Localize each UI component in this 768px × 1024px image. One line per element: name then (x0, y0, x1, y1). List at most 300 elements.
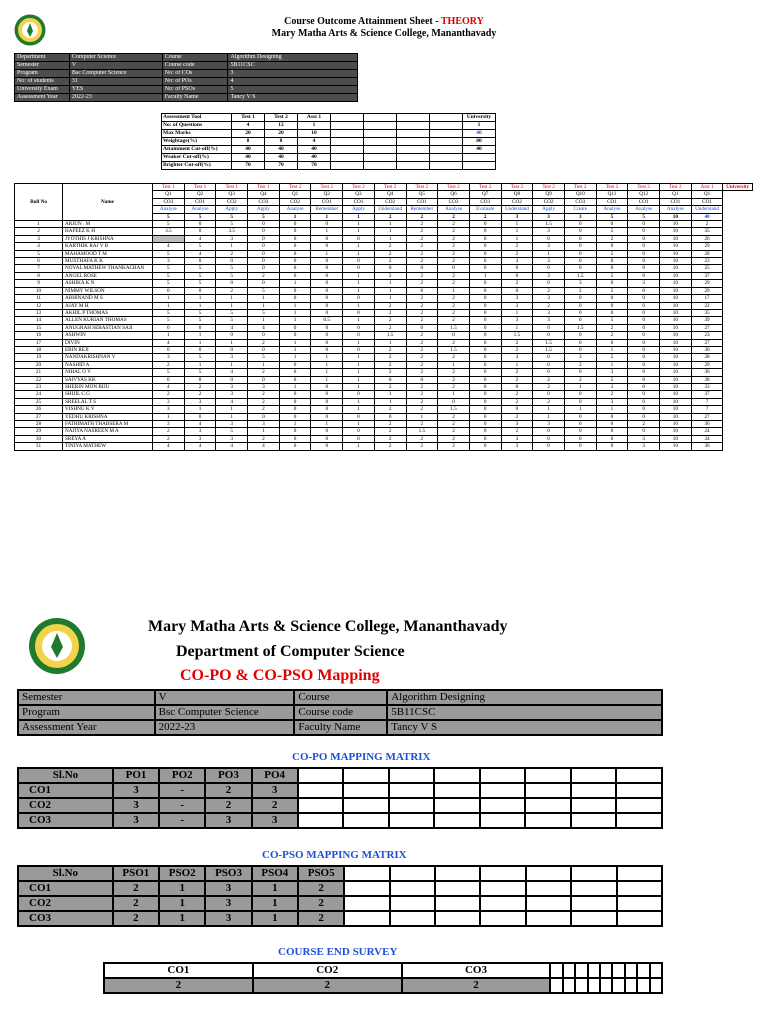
info-label: Course code (294, 705, 387, 720)
mark-cell: 2 (406, 317, 438, 324)
roll-no: 13 (15, 309, 63, 316)
mark-cell: 5 (216, 272, 248, 279)
mark-cell: 23 (691, 332, 723, 339)
student-row (15, 265, 753, 272)
mark-cell: 3 (596, 383, 628, 390)
mark-cell: 1 (501, 235, 533, 242)
mark-cell: 0 (628, 228, 660, 235)
mark-cell: 2 (153, 361, 185, 368)
info-label: Program (18, 705, 155, 720)
info-value: V (69, 62, 162, 70)
mark-cell: 0 (628, 428, 660, 435)
mark-cell: 0 (596, 258, 628, 265)
matrix-value (434, 783, 480, 798)
info-value: 2022-23 (69, 94, 162, 102)
mark-cell: 1 (596, 406, 628, 413)
mark-cell: 2 (374, 383, 406, 390)
mark-cell: 3 (533, 258, 565, 265)
survey-header-cell (563, 963, 575, 978)
matrix-value: 2 (252, 798, 298, 813)
student-row (15, 309, 753, 316)
mark-cell: 0 (469, 369, 501, 376)
mark-cell: 0 (469, 354, 501, 361)
info-label: Assessment Year (18, 720, 155, 735)
info-value: Algorithm Designing (228, 54, 358, 62)
mark-cell: 0 (216, 346, 248, 353)
mark-cell: 1 (374, 391, 406, 398)
matrix-value (480, 911, 525, 926)
mark-cell: 28 (691, 250, 723, 257)
mark-cell: 0 (564, 398, 596, 405)
mark-cell: 2 (374, 302, 406, 309)
assessment-cell: 70 (232, 162, 265, 170)
mark-cell: 1 (184, 406, 216, 413)
student-row (15, 272, 753, 279)
mark-cell: 0 (311, 258, 343, 265)
mark-cell: 1 (343, 354, 375, 361)
mark-cell: 34 (691, 435, 723, 442)
mark-cell: 2 (406, 346, 438, 353)
test-label: Test 2 (406, 184, 438, 191)
matrix-header-cell: PO4 (252, 768, 298, 783)
assessment-cell (430, 146, 463, 154)
mark-cell: 5 (184, 272, 216, 279)
mark-cell: 2 (374, 443, 406, 450)
mark-cell: 1 (374, 339, 406, 346)
mark-cell: 2 (406, 354, 438, 361)
assessment-cell: 4 (298, 138, 331, 146)
mark-cell: 0 (564, 435, 596, 442)
mark-cell: 2 (564, 287, 596, 294)
student-name: AKHIL P THOMAS (63, 309, 153, 316)
question-label: Q1 (153, 191, 185, 198)
mark-cell: 1.5 (533, 339, 565, 346)
roll-no: 25 (15, 398, 63, 405)
mark-cell: 1 (343, 243, 375, 250)
mark-cell: 4 (153, 243, 185, 250)
info-label: Faculty Name (294, 720, 387, 735)
mark-cell: 5 (184, 265, 216, 272)
roll-no: 16 (15, 332, 63, 339)
survey-header-cell: CO1 (104, 963, 253, 978)
roll-no: 26 (15, 406, 63, 413)
matrix-header-cell (435, 866, 480, 881)
roll-no: 23 (15, 383, 63, 390)
level-label: Understand (501, 206, 533, 213)
level-label: Create (564, 206, 596, 213)
mark-cell: 2 (438, 295, 470, 302)
assessment-header-cell: Test 1 (232, 114, 265, 122)
max-mark: 3 (564, 213, 596, 220)
mark-cell: 1 (153, 413, 185, 420)
matrix-header-cell: PSO4 (252, 866, 298, 881)
mark-cell: 0 (564, 346, 596, 353)
mark-cell: 0 (311, 265, 343, 272)
mark-cell: 2 (438, 302, 470, 309)
matrix-row (18, 813, 662, 828)
max-mark: 5 (596, 213, 628, 220)
matrix-value: - (159, 783, 205, 798)
assessment-cell (331, 138, 364, 146)
matrix-value (298, 783, 344, 798)
mapping-title: CO-PO & CO-PSO Mapping (180, 667, 380, 684)
matrix-value (617, 896, 663, 911)
mark-cell: 0 (469, 421, 501, 428)
mark-cell: 0 (564, 443, 596, 450)
mark-cell: 0 (596, 443, 628, 450)
roll-no: 30 (15, 435, 63, 442)
assessment-header-row (162, 114, 496, 122)
mark-cell: 0 (216, 280, 248, 287)
test-label: Test 2 (374, 184, 406, 191)
mark-cell: 3 (628, 435, 660, 442)
mark-cell: 1 (469, 272, 501, 279)
mark-cell: 0 (279, 413, 311, 420)
mark-cell: 1 (279, 317, 311, 324)
matrix-header-cell: PSO3 (205, 866, 251, 881)
mark-cell: 0 (596, 339, 628, 346)
level-label: Analyse (596, 206, 628, 213)
mark-cell: 3 (501, 435, 533, 442)
mark-cell: 1 (279, 346, 311, 353)
mark-cell: 0 (628, 258, 660, 265)
assessment-header-cell: Asst 1 (298, 114, 331, 122)
info-value: 5B11CSC (228, 62, 358, 70)
matrix-value (525, 798, 571, 813)
assessment-cell (430, 138, 463, 146)
student-name: TINIYA MATHEW (63, 443, 153, 450)
mark-cell: 1 (184, 302, 216, 309)
mark-cell: 0 (628, 265, 660, 272)
mark-cell: 2 (438, 369, 470, 376)
mark-cell: 3 (533, 228, 565, 235)
max-mark: 5 (628, 213, 660, 220)
mark-cell: 0 (153, 376, 185, 383)
mark-cell: 0 (628, 309, 660, 316)
mark-cell: 2 (501, 280, 533, 287)
mark-cell: 0 (564, 258, 596, 265)
assessment-cell (430, 122, 463, 130)
matrix-header-cell: PSO2 (159, 866, 205, 881)
mark-cell: 1 (184, 361, 216, 368)
co-pso-title: CO-PSO MAPPING MATRIX (262, 849, 407, 861)
co-label: CO1 (406, 198, 438, 205)
mark-cell: 5 (216, 221, 248, 228)
mark-cell: 2 (406, 406, 438, 413)
mark-cell: 0 (628, 324, 660, 331)
mark-cell: 2 (438, 376, 470, 383)
mark-cell: 0 (628, 287, 660, 294)
matrix-header-cell (616, 768, 662, 783)
mark-cell: 0 (248, 332, 280, 339)
assessment-header-cell (430, 114, 463, 122)
roll-no: 7 (15, 265, 63, 272)
assessment-cell: Attainment Cut-off(%) (162, 146, 232, 154)
mark-cell: 0 (564, 250, 596, 257)
assessment-cell: 8 (265, 138, 298, 146)
level-label: Apply (343, 206, 375, 213)
mark-cell: 0 (564, 339, 596, 346)
student-name: NASHID A (63, 361, 153, 368)
info-label: Faculty Name (162, 94, 228, 102)
mark-cell: 0 (469, 265, 501, 272)
mark-cell: 1 (311, 354, 343, 361)
mark-cell: 0 (469, 243, 501, 250)
mark-cell: 3 (533, 243, 565, 250)
mark-cell: 0 (469, 406, 501, 413)
survey-header-cell: CO2 (253, 963, 402, 978)
mark-cell: 7 (691, 398, 723, 405)
mark-cell: 5 (153, 221, 185, 228)
mark-cell: 36 (691, 369, 723, 376)
test-label: Test 2 (564, 184, 596, 191)
roll-no: 17 (15, 339, 63, 346)
mark-cell: 5 (596, 272, 628, 279)
mark-cell: 0 (184, 287, 216, 294)
test-label: Test 2 (469, 184, 501, 191)
student-row (15, 243, 753, 250)
mark-cell: 3 (501, 354, 533, 361)
matrix-value (298, 798, 344, 813)
level-label: Remember (406, 206, 438, 213)
student-name: EBIN REJI (63, 346, 153, 353)
mark-cell: 5 (184, 243, 216, 250)
mark-cell: 0 (374, 376, 406, 383)
matrix-value (480, 813, 526, 828)
mark-cell: 0 (628, 369, 660, 376)
mark-cell: 0 (469, 258, 501, 265)
mark-cell: 0 (184, 346, 216, 353)
mark-cell: 0 (406, 287, 438, 294)
mark-cell: 1 (374, 280, 406, 287)
mark-cell: 0 (564, 391, 596, 398)
mark-cell: 0 (596, 309, 628, 316)
mark-cell: 2 (596, 235, 628, 242)
mark-cell: 1.5 (564, 324, 596, 331)
matrix-value (525, 813, 571, 828)
matrix-value: 2 (113, 911, 159, 926)
mark-cell: 0 (343, 235, 375, 242)
info-label: Course (162, 54, 228, 62)
mark-cell: 1 (374, 398, 406, 405)
mark-cell: 4 (184, 421, 216, 428)
student-name: SHERIN MON BIJU (63, 383, 153, 390)
mark-cell: 3 (501, 443, 533, 450)
mark-cell: 2 (248, 272, 280, 279)
mark-cell: 2 (596, 391, 628, 398)
mark-cell: 0 (564, 265, 596, 272)
mark-cell: 0 (184, 228, 216, 235)
assessment-cell: 4 (232, 122, 265, 130)
mark-cell: 2 (406, 302, 438, 309)
mark-cell: 1 (533, 413, 565, 420)
mark-cell: 0 (343, 332, 375, 339)
assessment-cell (397, 146, 430, 154)
co-pso-matrix (17, 865, 663, 927)
mark-cell: 1 (153, 302, 185, 309)
matrix-header-cell: PO3 (205, 768, 251, 783)
test-label: Test 1 (216, 184, 248, 191)
mark-cell: 0 (469, 339, 501, 346)
assessment-row (162, 130, 496, 138)
student-name: ASHIKA K N (63, 280, 153, 287)
matrix-header-cell (390, 866, 435, 881)
mark-cell: 39 (691, 317, 723, 324)
student-name: ASHWIN (63, 332, 153, 339)
mark-cell: 0 (501, 265, 533, 272)
roll-no: 15 (15, 324, 63, 331)
matrix-header-cell: PO2 (159, 768, 205, 783)
mark-cell: 3.5 (216, 228, 248, 235)
mark-cell: 1 (343, 317, 375, 324)
student-row (15, 339, 753, 346)
mark-cell: 1 (311, 376, 343, 383)
assessment-cell: Max Marks (162, 130, 232, 138)
mark-cell: 2 (438, 243, 470, 250)
matrix-value: 3 (113, 813, 159, 828)
matrix-value (571, 881, 616, 896)
question-label: Q5 (406, 191, 438, 198)
mark-cell: 1 (501, 228, 533, 235)
mark-cell: 10 (660, 272, 692, 279)
level-label: Understand (374, 206, 406, 213)
mark-cell: 0 (279, 435, 311, 442)
student-name: NIHAL O V (63, 369, 153, 376)
mark-cell: 1 (248, 295, 280, 302)
question-label: Q4 (248, 191, 280, 198)
mark-cell: 1 (343, 398, 375, 405)
mark-cell: 5 (153, 250, 185, 257)
assessment-cell: 20 (265, 130, 298, 138)
survey-header-cell (575, 963, 587, 978)
matrix-value (390, 911, 435, 926)
mark-cell: 0 (279, 235, 311, 242)
matrix-value: 1 (252, 896, 298, 911)
question-label: Q6 (438, 191, 470, 198)
level-label: Analyse (438, 206, 470, 213)
assessment-row (162, 162, 496, 170)
mark-cell: 0 (279, 265, 311, 272)
mark-cell: 1 (279, 383, 311, 390)
survey-header-cell (637, 963, 649, 978)
mark-cell: 10 (660, 406, 692, 413)
level-label: Apply (248, 206, 280, 213)
course-info-table (14, 53, 358, 102)
mark-cell: 1 (153, 332, 185, 339)
mark-cell: 0 (628, 361, 660, 368)
mark-cell: 0 (533, 428, 565, 435)
mark-cell: 10 (660, 265, 692, 272)
mark-cell: 10 (660, 346, 692, 353)
mark-cell: 5 (216, 317, 248, 324)
mark-cell: 2 (438, 354, 470, 361)
mark-cell: 0 (248, 243, 280, 250)
mark-cell: 0 (343, 413, 375, 420)
matrix-value (480, 783, 526, 798)
assessment-header-cell: Test 2 (265, 114, 298, 122)
student-row (15, 295, 753, 302)
mark-cell: 5 (153, 317, 185, 324)
matrix-value (526, 881, 571, 896)
matrix-value: 1 (252, 911, 298, 926)
mark-cell: 2 (501, 413, 533, 420)
co-label: CO1 (343, 198, 375, 205)
mark-cell: 0 (564, 413, 596, 420)
mark-cell: 0 (564, 428, 596, 435)
mark-cell: 1 (279, 339, 311, 346)
info-row (15, 94, 358, 102)
mark-cell: 1.5 (533, 346, 565, 353)
mark-cell: 10 (660, 287, 692, 294)
mark-cell: 4 (153, 443, 185, 450)
mark-cell: 0 (469, 250, 501, 257)
mark-cell: 10 (660, 302, 692, 309)
mark-cell: 4 (153, 339, 185, 346)
matrix-value (526, 896, 571, 911)
mark-cell: 1 (374, 221, 406, 228)
student-row (15, 354, 753, 361)
mark-cell: 5 (216, 309, 248, 316)
mark-cell: 0 (501, 383, 533, 390)
mark-cell: 3 (216, 235, 248, 242)
test-label: Test 2 (311, 184, 343, 191)
test-label: Test 2 (533, 184, 565, 191)
mark-cell: 1 (311, 369, 343, 376)
mark-cell: 0 (311, 398, 343, 405)
mark-cell: 0 (628, 302, 660, 309)
mark-cell: 33 (691, 383, 723, 390)
mark-cell: 1 (501, 324, 533, 331)
level-label: Analyse (153, 206, 185, 213)
student-row (15, 258, 753, 265)
matrix-value (390, 881, 435, 896)
info-value: Bsc Computer Science (69, 70, 162, 78)
assessment-row (162, 138, 496, 146)
co-label: CO2 (374, 198, 406, 205)
assessment-cell (331, 154, 364, 162)
mapping-department: Department of Computer Science (176, 643, 405, 660)
matrix-value: 2 (298, 896, 344, 911)
student-name: JYOTHIS J KRISHNA (63, 235, 153, 242)
matrix-value: 1 (159, 896, 205, 911)
mark-cell: 5 (184, 354, 216, 361)
co-label: CO2 (279, 198, 311, 205)
assessment-cell (364, 146, 397, 154)
test-label: University (723, 184, 753, 191)
mark-cell: 0 (438, 332, 470, 339)
matrix-value (435, 896, 480, 911)
mark-cell: 3 (248, 383, 280, 390)
mark-cell: 10 (660, 421, 692, 428)
matrix-header-cell (571, 866, 616, 881)
roll-no: 3 (15, 235, 63, 242)
mark-cell: 10 (660, 376, 692, 383)
mark-cell: 27 (691, 413, 723, 420)
mark-cell: 10 (660, 383, 692, 390)
matrix-value (526, 911, 571, 926)
survey-value (650, 978, 662, 993)
mapping-college-name: Mary Matha Arts & Science College, Mananthavady (148, 618, 508, 635)
mark-cell: 0 (248, 265, 280, 272)
matrix-value: 3 (205, 881, 251, 896)
co-label: CO3 (248, 198, 280, 205)
roll-no: 9 (15, 280, 63, 287)
matrix-value (480, 881, 525, 896)
student-name: YEDHU KRISHNA (63, 413, 153, 420)
matrix-header-cell: PSO1 (113, 866, 159, 881)
assessment-cell: Brighter Cut-off(%) (162, 162, 232, 170)
mark-cell: 0 (628, 332, 660, 339)
